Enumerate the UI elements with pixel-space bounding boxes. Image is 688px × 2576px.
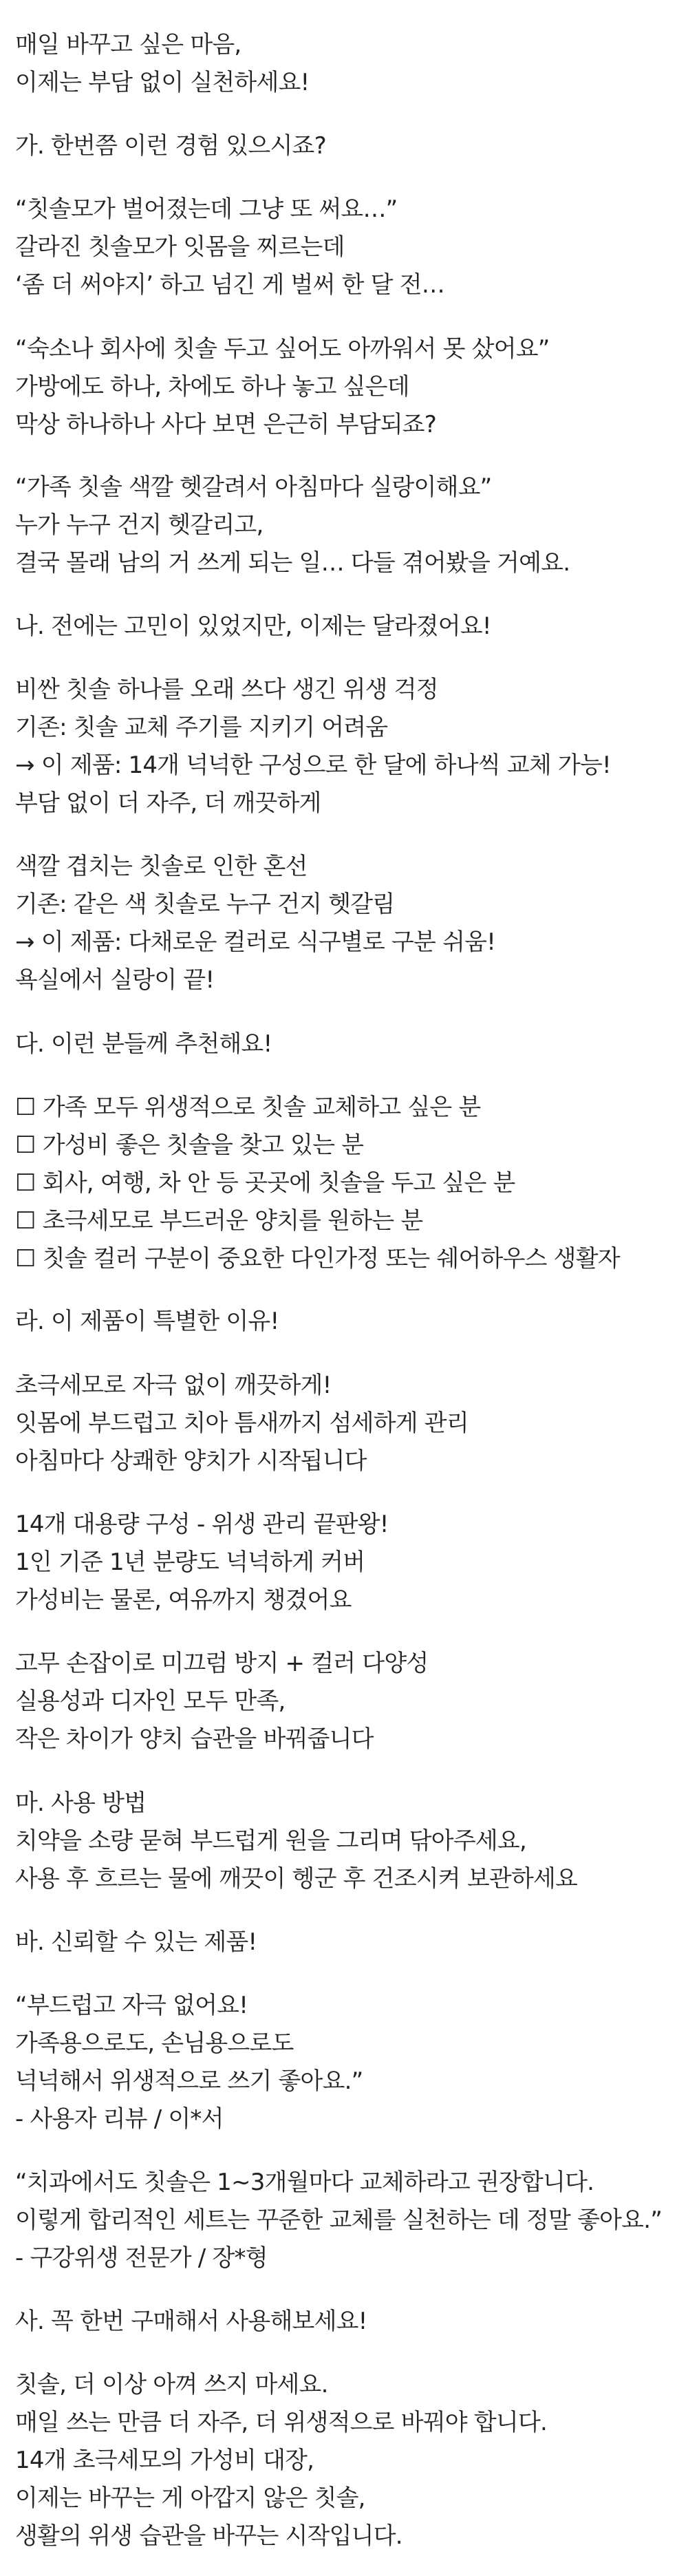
experience-3-text-1: 누가 누구 건지 헷갈리고, [15,511,264,539]
closing-line-1: 칫솔, 더 이상 아껴 쓰지 마세요. [15,2371,328,2398]
experience-2-quote: “숙소나 회사에 칫솔 두고 싶어도 아까워서 못 샀어요” [15,335,550,363]
section-e-heading: 마. 사용 방법 [15,1789,147,1817]
review-1-line-2: 가족용으로도, 손님용으로도 [15,2030,294,2057]
experience-1-text-1: 갈라진 칫솔모가 잇몸을 찌르는데 [15,233,345,261]
feature-1-title: 초극세모로 자극 없이 깨끗하게! [15,1372,332,1399]
problem-1-solution: → 이 제품: 14개 넉넉한 구성으로 한 달에 하나씩 교체 가능! [15,752,611,779]
review-2-line-2: 이렇게 합리적인 세트는 꾸준한 교체를 실천하는 데 정말 좋아요.” [15,2206,663,2234]
section-a-heading: 가. 한번쯤 이런 경험 있으시죠? [15,132,326,160]
experience-1-text-2: ‘좀 더 써야지’ 하고 넘긴 게 벌써 한 달 전… [15,271,444,299]
recommend-item-5: ☐ 칫솔 컬러 구분이 중요한 다인가정 또는 쉐어하우스 생활자 [15,1245,620,1273]
intro-heading-line-1: 매일 바꾸고 싶은 마음, [15,31,241,58]
feature-3-text-1: 실용성과 디자인 모두 만족, [15,1688,286,1715]
feature-2-text-1: 1인 기준 1년 분량도 넉넉하게 커버 [15,1548,365,1576]
experience-3-quote: “가족 칫솔 색깔 헷갈려서 아침마다 실랑이해요” [15,473,492,501]
recommend-item-3: ☐ 회사, 여행, 차 안 등 곳곳에 칫솔을 두고 싶은 분 [15,1169,515,1197]
feature-1-text-2: 아침마다 상쾌한 양치가 시작됩니다 [15,1447,367,1475]
section-d-heading: 라. 이 제품이 특별한 이유! [15,1308,279,1335]
section-f-heading: 바. 신뢰할 수 있는 제품! [15,1928,257,1956]
feature-3-title: 고무 손잡이로 미끄럼 방지 + 컬러 다양성 [15,1650,429,1677]
recommend-item-4: ☐ 초극세모로 부드러운 양치를 원하는 분 [15,1207,423,1235]
usage-text-2: 사용 후 흐르는 물에 깨끗이 헹군 후 건조시켜 보관하세요 [15,1865,578,1893]
closing-line-3: 14개 초극세모의 가성비 대장, [15,2447,314,2474]
section-b-heading: 나. 전에는 고민이 있었지만, 이제는 달라졌어요! [15,613,491,640]
problem-2-title: 색깔 겹치는 칫솔로 인한 혼선 [15,853,308,880]
problem-2-solution: → 이 제품: 다채로운 컬러로 식구별로 구분 쉬움! [15,928,496,956]
feature-2-text-2: 가성비는 물론, 여유까지 챙겼어요 [15,1586,352,1614]
review-1-author: - 사용자 리뷰 / 이*서 [15,2105,224,2133]
recommend-item-2: ☐ 가성비 좋은 칫솔을 찾고 있는 분 [15,1131,364,1159]
experience-3-text-2: 결국 몰래 남의 거 쓰게 되는 일… 다들 겪어봤을 거예요. [15,549,570,577]
closing-line-5: 생활의 위생 습관을 바꾸는 시작입니다. [15,2522,402,2550]
experience-2-text-2: 막상 하나하나 사다 보면 은근히 부담되죠? [15,411,437,438]
problem-2-before: 기존: 같은 색 칫솔로 누구 건지 헷갈림 [15,891,395,918]
feature-1-text-1: 잇몸에 부드럽고 치아 틈새까지 섬세하게 관리 [15,1409,469,1437]
section-c-heading: 다. 이런 분들께 추천해요! [15,1030,272,1058]
intro-heading-line-2: 이제는 부담 없이 실천하세요! [15,69,310,96]
closing-line-2: 매일 쓰는 만큼 더 자주, 더 위생적으로 바꿔야 합니다. [15,2409,547,2436]
feature-2-title: 14개 대용량 구성 - 위생 관리 끝판왕! [15,1511,389,1538]
section-g-heading: 사. 꼭 한번 구매해서 사용해보세요! [15,2308,367,2335]
recommend-item-1: ☐ 가족 모두 위생적으로 칫솔 교체하고 싶은 분 [15,1094,481,1121]
experience-2-text-1: 가방에도 하나, 차에도 하나 놓고 싶은데 [15,373,409,401]
review-2-line-1: “치과에서도 칫솔은 1~3개월마다 교체하라고 권장합니다. [15,2169,594,2196]
problem-1-before: 기존: 칫솔 교체 주기를 지키기 어려움 [15,714,388,741]
usage-text-1: 치약을 소량 묻혀 부드럽게 원을 그리며 닦아주세요, [15,1827,526,1855]
feature-3-text-2: 작은 차이가 양치 습관을 바꿔줍니다 [15,1725,374,1753]
review-1-line-1: “부드럽고 자극 없어요! [15,1992,248,2019]
closing-line-4: 이제는 바꾸는 게 아깝지 않은 칫솔, [15,2484,365,2512]
review-1-line-3: 넉넉해서 위생적으로 쓰기 좋아요.” [15,2067,363,2095]
problem-1-title: 비싼 칫솔 하나를 오래 쓰다 생긴 위생 걱정 [15,676,438,703]
review-2-author: - 구강위생 전문가 / 장*형 [15,2244,268,2272]
problem-2-summary: 욕실에서 실랑이 끝! [15,966,215,994]
experience-1-quote: “칫솔모가 벌어졌는데 그냥 또 써요…” [15,195,398,223]
problem-1-summary: 부담 없이 더 자주, 더 깨끗하게 [15,789,321,817]
